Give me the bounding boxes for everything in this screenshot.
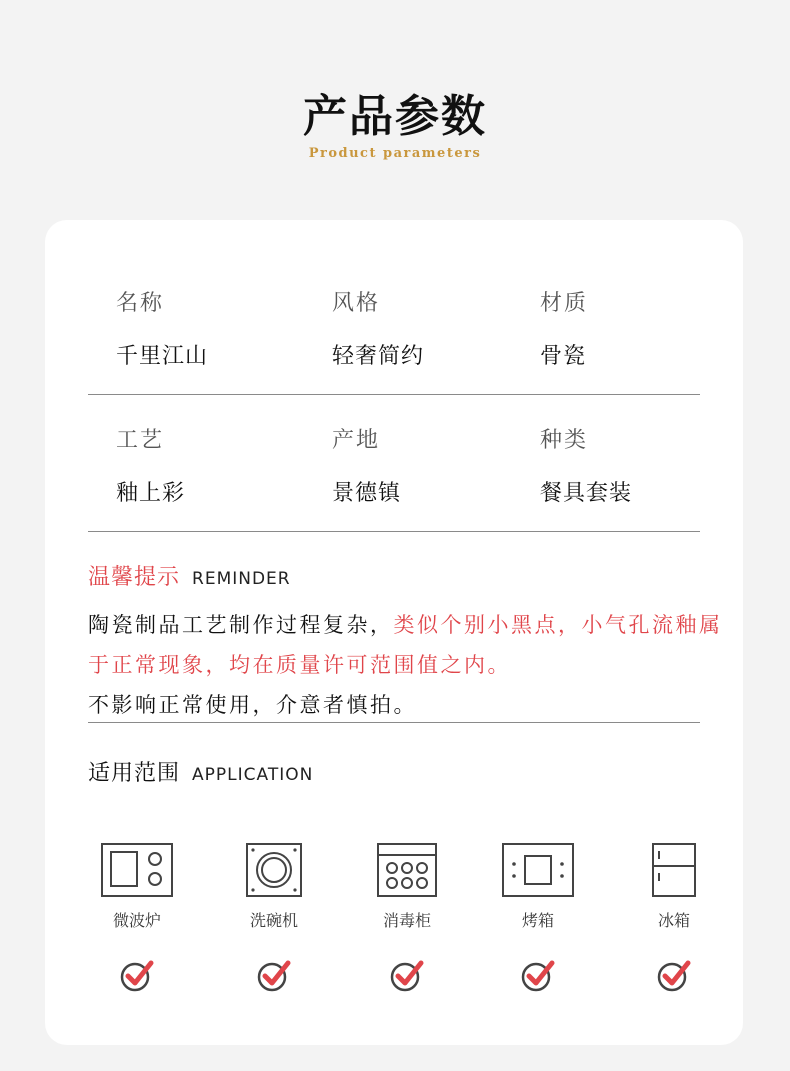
check-icon bbox=[389, 957, 425, 993]
application-title-en: APPLICATION bbox=[192, 765, 314, 785]
check-icon bbox=[656, 957, 692, 993]
param-cell-material bbox=[540, 286, 588, 370]
check-icon bbox=[119, 957, 155, 993]
reminder-title-cn: 温馨提示 bbox=[88, 565, 181, 590]
param-cell-type bbox=[540, 423, 632, 507]
application-item-fridge bbox=[619, 840, 729, 993]
divider bbox=[88, 722, 700, 723]
param-cell-craft bbox=[116, 423, 185, 507]
check-icon bbox=[520, 957, 556, 993]
param-value: 景德镇 bbox=[332, 481, 402, 506]
param-label: 材质 bbox=[540, 291, 589, 316]
reminder-text-tail: 不影响正常使用，介意者慎拍。 bbox=[88, 693, 417, 717]
application-item-dishwasher bbox=[219, 840, 329, 993]
reminder-text-normal: 陶瓷制品工艺制作过程复杂， bbox=[88, 613, 394, 637]
reminder-text-highlight: 类似个别小黑点，小气孔流釉属于正常现象，均在质量许可范围值之内。 bbox=[88, 613, 723, 677]
param-label: 产地 bbox=[332, 428, 381, 453]
oven-icon bbox=[501, 840, 575, 900]
application-label: 冰箱 bbox=[657, 911, 690, 930]
param-value: 釉上彩 bbox=[116, 481, 186, 506]
param-label: 风格 bbox=[332, 291, 381, 316]
param-cell-name bbox=[116, 286, 208, 370]
application-item-oven bbox=[483, 840, 593, 993]
reminder-heading bbox=[88, 560, 291, 591]
dishwasher-icon bbox=[245, 840, 303, 900]
application-label: 烤箱 bbox=[521, 911, 554, 930]
microwave-icon bbox=[100, 840, 174, 900]
param-value: 骨瓷 bbox=[540, 344, 587, 369]
param-row bbox=[88, 258, 700, 395]
check-icon bbox=[256, 957, 292, 993]
reminder-title-en: REMINDER bbox=[192, 569, 291, 589]
sterilizer-icon bbox=[376, 840, 438, 900]
application-item-microwave bbox=[82, 840, 192, 993]
application-label: 微波炉 bbox=[112, 911, 161, 930]
application-item-sterilizer bbox=[352, 840, 462, 993]
param-cell-style bbox=[332, 286, 424, 370]
param-value: 千里江山 bbox=[116, 344, 209, 369]
parameters-card bbox=[45, 220, 743, 1045]
application-label: 消毒柜 bbox=[382, 911, 431, 930]
application-title-cn: 适用范围 bbox=[88, 761, 181, 786]
param-label: 名称 bbox=[116, 291, 165, 316]
page-title: 产品参数 bbox=[303, 91, 487, 142]
param-row bbox=[88, 395, 700, 532]
application-heading bbox=[88, 756, 313, 787]
page-subtitle: Product parameters bbox=[308, 146, 482, 161]
param-value: 轻奢简约 bbox=[332, 344, 425, 369]
reminder-text bbox=[88, 605, 728, 725]
application-label: 洗碗机 bbox=[249, 911, 298, 930]
param-value: 餐具套装 bbox=[540, 481, 633, 506]
param-cell-origin bbox=[332, 423, 401, 507]
fridge-icon bbox=[651, 840, 697, 900]
param-label: 种类 bbox=[540, 428, 589, 453]
param-label: 工艺 bbox=[116, 428, 165, 453]
